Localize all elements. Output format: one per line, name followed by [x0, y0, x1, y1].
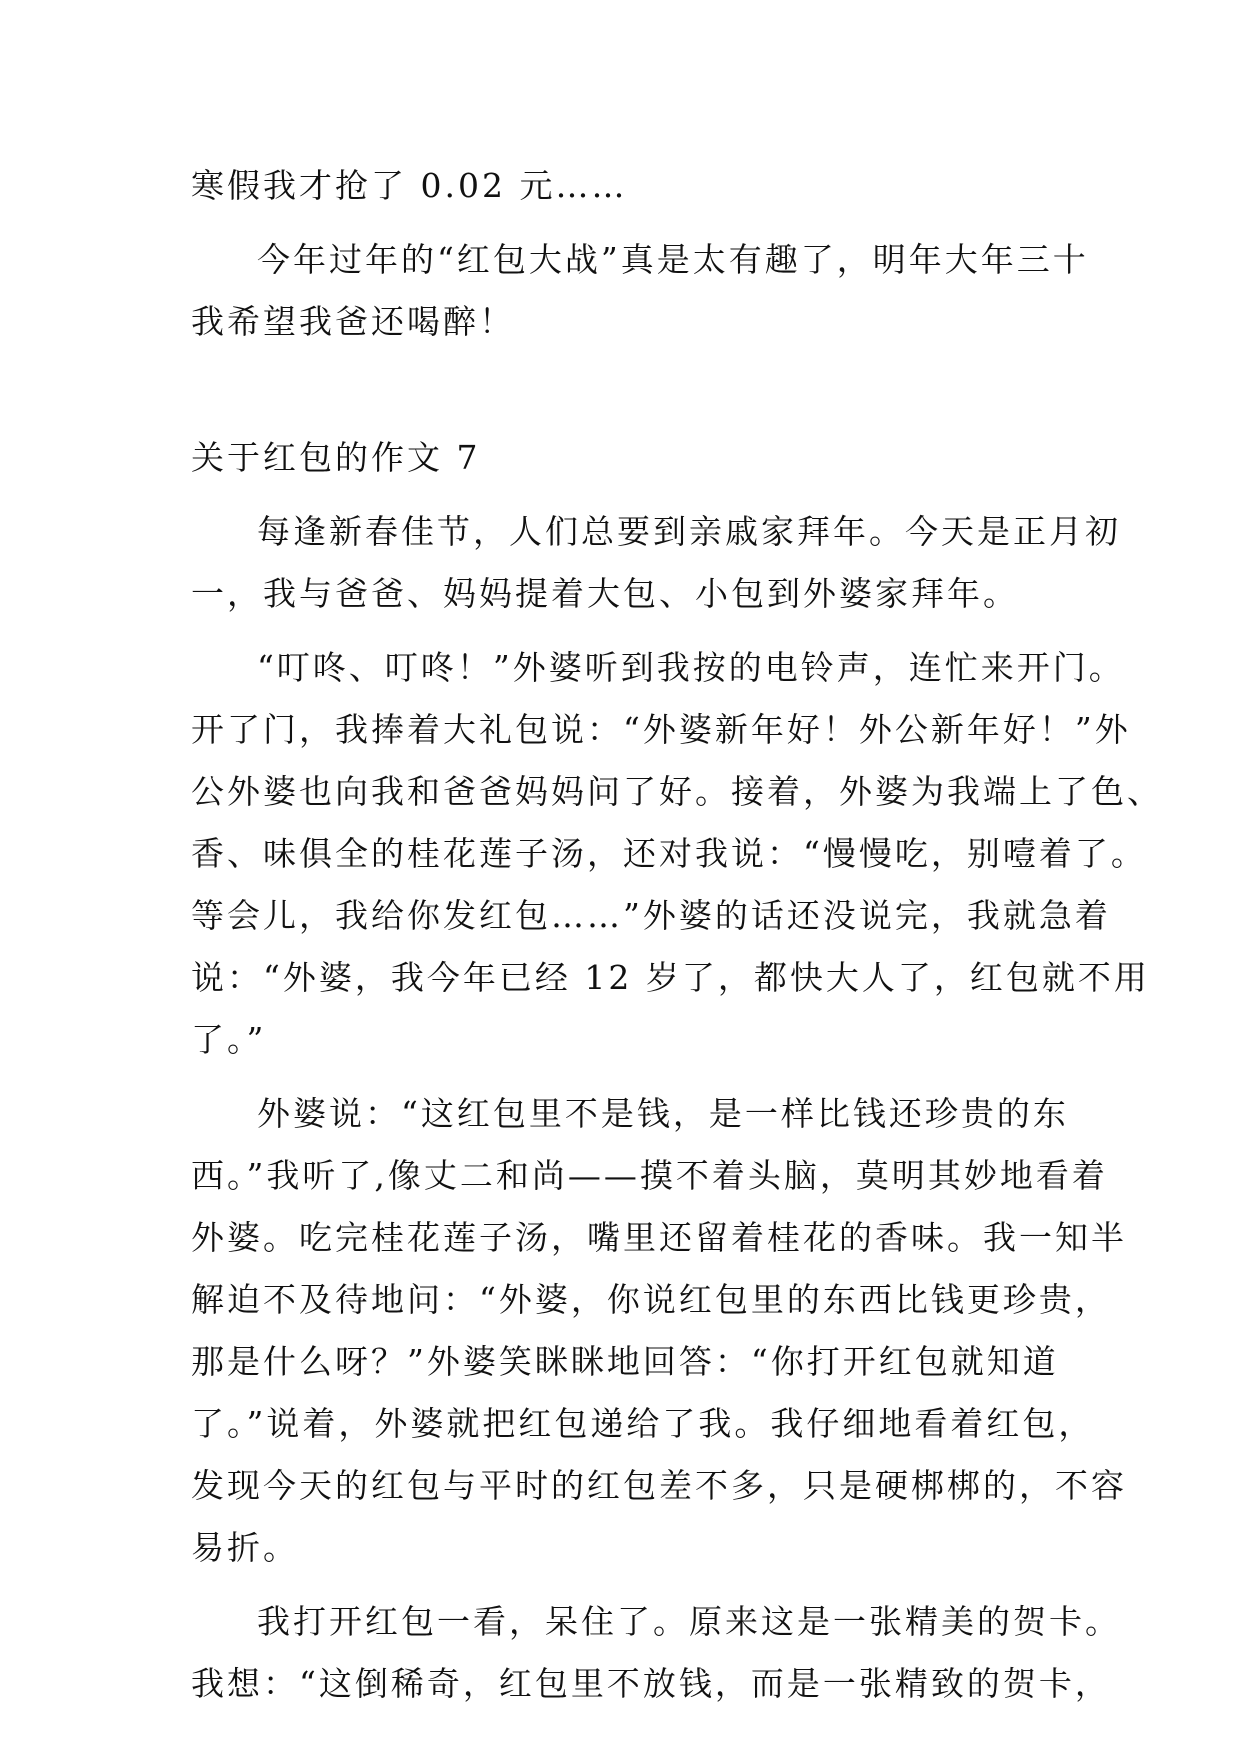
text-line: 一，我与爸爸、妈妈提着大包、小包到外婆家拜年。: [191, 574, 1019, 613]
text-line: 公外婆也向我和爸爸妈妈问了好。接着，外婆为我端上了色、: [191, 772, 1163, 811]
text-line: 今年过年的“红包大战”真是太有趣了，明年大年三十: [257, 240, 1089, 279]
text-line: 发现今天的红包与平时的红包差不多，只是硬梆梆的，不容: [191, 1466, 1127, 1505]
text-line: 说：“外婆，我今年已经 12 岁了，都快大人了，红包就不用: [191, 958, 1150, 997]
text-line: 西。”我听了,像丈二和尚——摸不着头脑，莫明其妙地看着: [191, 1156, 1108, 1195]
document-body: [191, 155, 1163, 1715]
text-line: 了。”说着，外婆就把红包递给了我。我仔细地看着红包，: [191, 1404, 1095, 1443]
text-line: 我想：“这倒稀奇，红包里不放钱，而是一张精致的贺卡，: [191, 1664, 1111, 1703]
text-line: 寒假我才抢了 0.02 元……: [191, 166, 628, 205]
text-line: 等会儿，我给你发红包……”外婆的话还没说完，我就急着: [191, 896, 1111, 935]
text-line: 那是什么呀？”外婆笑眯眯地回答：“你打开红包就知道: [191, 1342, 1059, 1381]
text-line: “叮咚、叮咚！”外婆听到我按的电铃声，连忙来开门。: [257, 648, 1125, 687]
text-line: 解迫不及待地问：“外婆，你说红包里的东西比钱更珍贵，: [191, 1280, 1111, 1319]
section-heading: 关于红包的作文 7: [191, 438, 481, 477]
text-line: 易折。: [191, 1528, 299, 1567]
text-line: 每逢新春佳节，人们总要到亲戚家拜年。今天是正月初: [257, 512, 1121, 551]
text-line: 我希望我爸还喝醉！: [191, 302, 515, 341]
text-line: 了。”: [191, 1020, 267, 1059]
text-line: 我打开红包一看，呆住了。原来这是一张精美的贺卡。: [257, 1602, 1121, 1641]
text-line: 外婆说：“这红包里不是钱，是一样比钱还珍贵的东: [257, 1094, 1069, 1133]
text-line: 外婆。吃完桂花莲子汤，嘴里还留着桂花的香味。我一知半: [191, 1218, 1127, 1257]
text-line: 香、味俱全的桂花莲子汤，还对我说：“慢慢吃，别噎着了。: [191, 834, 1147, 873]
text-line: 开了门，我捧着大礼包说：“外婆新年好！外公新年好！”外: [191, 710, 1131, 749]
